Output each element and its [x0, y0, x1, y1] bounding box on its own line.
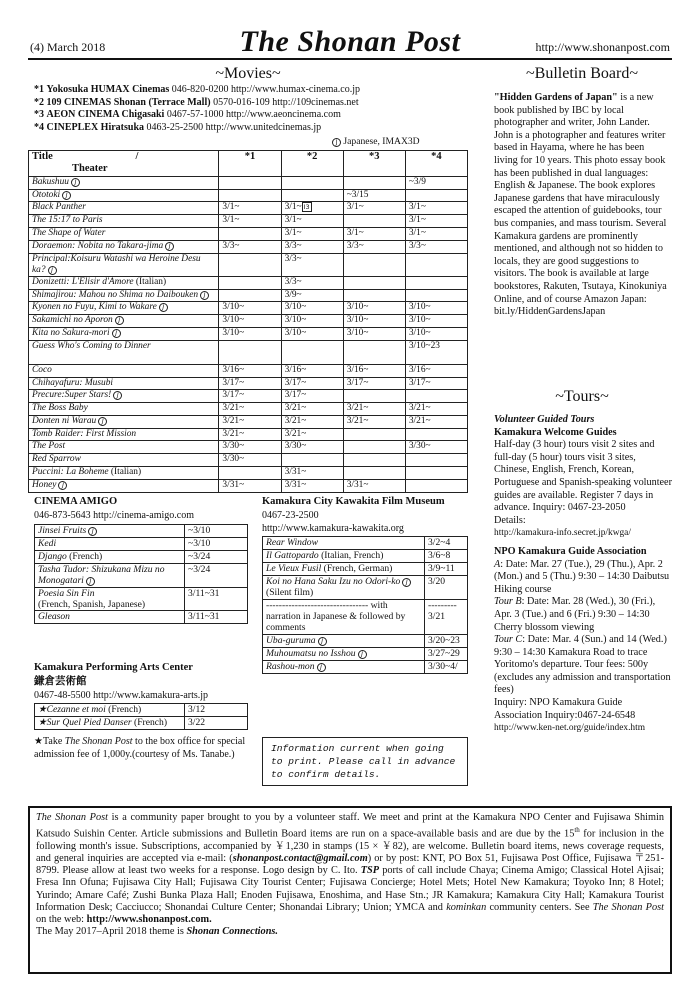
showing-date: 3/10~	[343, 315, 405, 328]
movie-title: ★Sur Quel Pied Danser (French)	[35, 717, 185, 730]
showing-date: 3/1~	[343, 227, 405, 240]
col-theater-3: *3	[343, 151, 405, 177]
movies-section-title: ~Movies~	[215, 65, 281, 82]
movie-title: Bakushuu J	[29, 176, 219, 189]
showing-date: --------- 3/21	[425, 599, 468, 634]
tour2-b: Tour B: Date: Mar. 28 (Wed.), 30 (Fri.), Apr. 3 (Tue.) and 6 (Fri.) 9:30 – 14:30 Cherry blossom viewing	[494, 596, 656, 633]
showing-date	[219, 340, 281, 364]
bulletin-link[interactable]: bit.ly/HiddenGardensJapan	[494, 306, 606, 318]
showing-date: 3/30~4/	[425, 660, 468, 673]
showing-date: 3/1~	[219, 202, 281, 215]
showing-date	[405, 428, 467, 441]
japanese-marker-icon: J	[317, 663, 326, 672]
table-row	[29, 240, 468, 253]
table-row	[35, 525, 248, 538]
showing-date: 3/10~	[405, 315, 467, 328]
table-row	[29, 454, 468, 467]
bulletin-headline: "Hidden Gardens of Japan"	[494, 92, 618, 103]
table-row	[29, 403, 468, 416]
movie-title: Honey J	[29, 479, 219, 492]
table-row	[29, 415, 468, 428]
showing-date: 3/12	[185, 704, 248, 717]
movie-title: Uba-guruma J	[263, 634, 425, 647]
showing-date: 3/16~	[343, 364, 405, 377]
showing-date: 3/10~	[219, 327, 281, 340]
table-row	[263, 647, 468, 660]
contact-email[interactable]: shonanpost.contact@gmail.com	[232, 853, 368, 865]
movie-title: Jinsei Fruits J	[35, 525, 185, 538]
movie-title: -------------------------------- with narration in Japanese & followed by comments	[263, 599, 425, 634]
tour1-body: Half-day (3 hour) tours visit 2 sites and full-day (5 hour) tours visit 3 sites, Chinese, English, French, Korean, Portuguese and Spanish-speaking volunteer guides are available. Register 7 days in advance. Inquiry: 0467-23-2050	[494, 439, 672, 514]
showing-date: 3/21~	[343, 415, 405, 428]
legend	[330, 136, 420, 147]
table-row	[29, 253, 468, 276]
showing-date: ~3/10	[185, 538, 248, 551]
showing-date: ~3/24	[185, 564, 248, 588]
amigo-title: CINEMA AMIGO	[34, 496, 118, 507]
table-row	[263, 563, 468, 576]
showing-date: 3/10~	[281, 327, 343, 340]
table-row	[29, 276, 468, 289]
showing-date: 3/10~	[219, 315, 281, 328]
showing-date: 3/17~	[219, 377, 281, 390]
movie-title: Tomb Raider: First Mission	[29, 428, 219, 441]
tours-section-title: ~Tours~	[555, 388, 609, 405]
table-row	[29, 428, 468, 441]
table-row	[29, 289, 468, 302]
japanese-marker-icon: J	[200, 291, 209, 300]
showing-date: 3/1~	[405, 202, 467, 215]
japanese-marker-icon: J	[402, 578, 411, 587]
japanese-marker-icon: J	[358, 650, 367, 659]
table-row	[35, 551, 248, 564]
table-row	[35, 538, 248, 551]
showing-date: 3/1~	[343, 202, 405, 215]
showing-date: 3/3~	[343, 240, 405, 253]
movie-title: Guess Who's Coming to Dinner	[29, 340, 219, 364]
showing-date	[343, 390, 405, 403]
japanese-marker-icon: J	[62, 191, 71, 200]
amigo-contact: 046-873-5643 http://cinema-amigo.com	[34, 510, 194, 521]
col-theater-4: *4	[405, 151, 467, 177]
cinema-entry: *3 AEON CINEMA Chigasaki 0467-57-1000 http://www.aeoncinema.com	[34, 109, 341, 120]
showing-date	[343, 253, 405, 276]
showing-date: ~3/10	[185, 525, 248, 538]
showing-date: 3/21~	[219, 428, 281, 441]
movies-table	[28, 150, 468, 493]
amigo-table	[34, 524, 248, 624]
movie-title: Tasha Tudor: Shizukana Mizu no Monogatari J	[35, 564, 185, 588]
table-row	[29, 364, 468, 377]
table-row	[29, 215, 468, 228]
showing-date: 3/21~	[281, 428, 343, 441]
movie-title: The Shape of Water	[29, 227, 219, 240]
showing-date: 3/16~	[405, 364, 467, 377]
movie-title: Django (French)	[35, 551, 185, 564]
showing-date: 3/21~	[219, 415, 281, 428]
showing-date	[405, 253, 467, 276]
bulletin-section-title: ~Bulletin Board~	[526, 65, 638, 82]
table-row	[29, 377, 468, 390]
showing-date: 3/9~	[281, 289, 343, 302]
showing-date	[343, 428, 405, 441]
showing-date: 3/30~	[405, 441, 467, 454]
showing-date	[343, 215, 405, 228]
table-row	[29, 467, 468, 480]
kpac-table	[34, 703, 248, 730]
website-link[interactable]: http://www.shonanpost.com	[535, 40, 670, 54]
showing-date: 3/21~	[405, 403, 467, 416]
showing-date: 3/31~	[219, 479, 281, 492]
showing-date	[281, 176, 343, 189]
movie-title: Kita no Sakura-mori J	[29, 327, 219, 340]
table-row	[35, 587, 248, 611]
table-row	[29, 189, 468, 202]
showing-date	[405, 189, 467, 202]
movie-title: Poesia Sin Fin (French, Spanish, Japanese)	[35, 587, 185, 611]
showing-date: 3/10~	[405, 302, 467, 315]
showing-date: 3/17~	[281, 377, 343, 390]
kpac-title-jp: 鎌倉芸術館	[34, 675, 87, 687]
showing-date: 3/22	[185, 717, 248, 730]
movie-title: Shimajirou: Mahou no Shima no Daibouken J	[29, 289, 219, 302]
showing-date: 3/3~	[281, 276, 343, 289]
showing-date: 3/20~23	[425, 634, 468, 647]
showing-date: 3/17~	[405, 377, 467, 390]
showing-date: 3/1~	[281, 215, 343, 228]
showing-date: 3/1~	[281, 227, 343, 240]
showing-date: 3/1~ I3	[281, 202, 343, 215]
showing-date: ~3/15	[343, 189, 405, 202]
showing-date	[343, 289, 405, 302]
movie-title: Kedi	[35, 538, 185, 551]
table-row	[29, 176, 468, 189]
showing-date: 3/6~8	[425, 550, 468, 563]
japanese-marker-icon: J	[86, 577, 95, 586]
showing-date: ~3/9	[405, 176, 467, 189]
col-theater-2: *2	[281, 151, 343, 177]
movie-title: ★Cezanne et moi (French)	[35, 704, 185, 717]
showing-date: 3/9~11	[425, 563, 468, 576]
showing-date	[343, 441, 405, 454]
table-row	[263, 660, 468, 673]
movie-title: Koi no Hana Saku Izu no Odori-ko J (Silent film)	[263, 576, 425, 600]
japanese-marker-icon: J	[71, 178, 80, 187]
table-row	[35, 704, 248, 717]
showing-date: 3/16~	[281, 364, 343, 377]
table-row	[35, 611, 248, 624]
japanese-marker-icon: J	[113, 391, 122, 400]
showing-date: 3/1~	[219, 215, 281, 228]
showing-date: 3/21~	[281, 403, 343, 416]
japanese-marker-icon: J	[318, 637, 327, 646]
movie-title: Red Sparrow	[29, 454, 219, 467]
japanese-marker-icon: J	[88, 527, 97, 536]
showing-date: 3/21~	[281, 415, 343, 428]
showing-date: 3/10~	[343, 302, 405, 315]
cinema-entry: *1 Yokosuka HUMAX Cinemas 046-820-0200 http://www.humax-cinema.co.jp	[34, 84, 360, 95]
table-row	[263, 550, 468, 563]
footer-web-link[interactable]: http://www.shonanpost.com.	[86, 914, 212, 926]
showing-date: 3/10~	[405, 327, 467, 340]
bulletin-body: is a new book published by IBC by local photographer and writer, John Lander. John is a photographer and features writer based in Hayama, where he has been living for 10 years. This photo essay book has been published in dual languages: English & Japanese. The book explores Japanese gardens that have miraculously escaped the attention of guidebooks, tour bus companies, and mass tourism. Several Kamakura gardens are prominently mentioned, and although not so hidden to locals, they are good suggestions to visitors. The book is available at large bookstores, Rakuten, Tsutaya, Kinokuniya Online, and of course Amazon Japan:	[494, 92, 667, 305]
tour1-subheading: Kamakura Welcome Guides	[494, 426, 617, 438]
showing-date	[219, 176, 281, 189]
cinema-entry: *4 CINEPLEX Hiratsuka 0463-25-2500 http://www.unitedcinemas.jp	[34, 121, 322, 133]
movie-title: Principal:Koisuru Watashi wa Heroine Desu ka? J	[29, 253, 219, 276]
showing-date	[405, 479, 467, 492]
showing-date: 3/10~	[343, 327, 405, 340]
kawakita-phone: 0467-23-2500	[262, 510, 319, 521]
kpac-title: Kamakura Performing Arts Center	[34, 662, 193, 673]
table-row	[263, 599, 468, 634]
showing-date: 3/17~	[281, 390, 343, 403]
movies-table-header	[29, 151, 468, 177]
showing-date	[405, 454, 467, 467]
showing-date: 3/2~4	[425, 537, 468, 550]
kpac-note: ★Take The Shonan Post to the box office for special admission fee of 1,000y.(courtesy of Ms. Tanabe.)	[34, 736, 246, 760]
tour1-url[interactable]: http://kamakura-info.secret.jp/kwga/	[494, 528, 631, 539]
showing-date: 3/3~	[405, 240, 467, 253]
kawakita-table	[262, 536, 468, 674]
movie-title: Chihayafuru: Musubi	[29, 377, 219, 390]
showing-date: 3/17~	[219, 390, 281, 403]
issue-date: (4) March 2018	[30, 40, 106, 54]
movie-title: Coco	[29, 364, 219, 377]
movie-title: Gleason	[35, 611, 185, 624]
bulletin-article	[494, 92, 670, 319]
movie-title: Rashou-mon J	[263, 660, 425, 673]
table-row	[263, 576, 468, 600]
movie-title: Donten ni Warau J	[29, 415, 219, 428]
showing-date: 3/27~29	[425, 647, 468, 660]
movie-title: Le Vieux Fusil (French, German)	[263, 563, 425, 576]
table-row	[29, 315, 468, 328]
showing-date: 3/11~31	[185, 587, 248, 611]
movie-title: Rear Window	[263, 537, 425, 550]
japanese-marker-icon: J	[332, 138, 341, 147]
showing-date: 3/21~	[405, 415, 467, 428]
table-row	[29, 340, 468, 364]
kawakita-url[interactable]: http://www.kamakura-kawakita.org	[262, 523, 404, 534]
col-title: Title / Theater	[29, 151, 219, 177]
showing-date	[343, 454, 405, 467]
showing-date	[405, 276, 467, 289]
movie-title: Il Gattopardo (Italian, French)	[263, 550, 425, 563]
showing-date: ~3/24	[185, 551, 248, 564]
showing-date: 3/31~	[281, 479, 343, 492]
kawakita-title: Kamakura City Kawakita Film Museum	[262, 496, 445, 507]
table-row	[29, 441, 468, 454]
showing-date	[281, 340, 343, 364]
movie-title: Muhoumatsu no Isshou J	[263, 647, 425, 660]
movie-title: Kyonen no Fuyu, Kimi to Wakare J	[29, 302, 219, 315]
showing-date	[219, 289, 281, 302]
showing-date: 3/1~	[405, 227, 467, 240]
showing-date	[219, 276, 281, 289]
showing-date: 3/3~	[219, 240, 281, 253]
japanese-marker-icon: J	[115, 316, 124, 325]
col-theater-1: *1	[219, 151, 281, 177]
table-row	[29, 390, 468, 403]
showing-date: 3/20	[425, 576, 468, 600]
showing-date: 3/11~31	[185, 611, 248, 624]
japanese-marker-icon: J	[165, 242, 174, 251]
tour1-heading: Volunteer Guided Tours	[494, 414, 595, 425]
showing-date: 3/3~	[281, 253, 343, 276]
table-row	[29, 302, 468, 315]
kpac-contact: 0467-48-5500 http://www.kamakura-arts.jp	[34, 690, 209, 701]
movie-title: Donizetti: L'Elisir d'Amore (Italian)	[29, 276, 219, 289]
showing-date	[281, 454, 343, 467]
movie-title: Black Panther	[29, 202, 219, 215]
table-row	[35, 564, 248, 588]
showing-date	[343, 176, 405, 189]
showing-date	[281, 189, 343, 202]
newspaper-title: The Shonan Post	[239, 25, 461, 58]
japanese-marker-icon: J	[48, 266, 57, 275]
table-row	[35, 717, 248, 730]
imax3d-icon: I3	[303, 203, 310, 212]
showing-date: 3/30~	[281, 441, 343, 454]
showing-date	[219, 189, 281, 202]
showing-date: 3/1~	[405, 215, 467, 228]
movie-title: Puccini: La Boheme (Italian)	[29, 467, 219, 480]
showing-date: 3/3~	[281, 240, 343, 253]
showing-date	[405, 289, 467, 302]
showing-date	[219, 253, 281, 276]
showing-date	[405, 390, 467, 403]
showing-date: 3/31~	[343, 479, 405, 492]
tour2-a: A: Date: Mar. 27 (Tue.), 29 (Thu.), Apr. 2 (Mon.) and 5 (Thu.) 9:30 – 14:30 Daibutsu Hiking course	[494, 558, 670, 595]
showing-date: 3/10~23	[405, 340, 467, 364]
showing-date	[343, 340, 405, 364]
movie-title: Sakamichi no Aporon J	[29, 315, 219, 328]
japanese-marker-icon: J	[112, 329, 121, 338]
showing-date: 3/17~	[343, 377, 405, 390]
japanese-marker-icon: J	[58, 481, 67, 490]
movie-title: The Post	[29, 441, 219, 454]
table-row	[29, 202, 468, 215]
cinema-list	[34, 84, 474, 134]
movie-title: The Boss Baby	[29, 403, 219, 416]
japanese-marker-icon: J	[98, 417, 107, 426]
tour2-c: Tour C: Date: Mar. 4 (Sun.) and 14 (Wed.) 9:30 – 14:30 Kamakura Road to trace Yoritomo's departure. Tour fees: 500y (excludes any admission and transportation fees)	[494, 634, 671, 696]
movie-title: Doraemon: Nobita no Takara-jima J	[29, 240, 219, 253]
showing-date	[343, 276, 405, 289]
showing-date: 3/10~	[281, 302, 343, 315]
legend-text: Japanese, IMAX3D	[343, 136, 420, 147]
showing-date: 3/30~	[219, 454, 281, 467]
japanese-marker-icon: J	[159, 303, 168, 312]
showing-date: 3/21~	[343, 403, 405, 416]
showing-date	[219, 467, 281, 480]
footer-info-box: The Shonan Post is a community paper brought to you by a volunteer staff. We meet and print at the Kamakura NPO Center and Fujisawa Shimin Katsudo Suishin Center. Article submissions and Bulletin Board items are run on a space-available basis and are due by the 15th for inclusion in the following month's issue. Subscriptions, accompanied by ￥1,230 in stamps (15 × ￥82), are welcome. Bulletin board items, news coverage requests, and general inquiries are accepted via e-mail: (shonanpost.contact@gmail.com) or by post: KNT, PO Box 51, Fujisawa Post Office, Fujisawa 〒251-8799. Please allow at least two weeks for a response. Logo design by C. Ito. TSP ports of call include Chaya; Cinema Amigo; Classical Hotel Ajisai; Fresa Inn Ofuna; Fujisawa City Hall; Fujisawa City Tourist Center; Fujisawa Concierge; Hotel Mets; Hotel New Kamakura; Toyoko Inn; 8 Hotel; Yurindo; Amare Café; Zushi Bunka Plaza Hall; Enoden Fujisawa, Enoshima, and Hase Stn.; JR Kamakura; Kamakura City Hall; Kamakura Tourist Information Desk; Cacciucco; Shonandai Culture Center; Shonandai Library; Union; YMCA and kominkan community centers. See The Shonan Post on the web: http://www.shonanpost.com. The May 2017–April 2018 theme is Shonan Connections.	[28, 806, 672, 974]
table-row	[29, 327, 468, 340]
info-note-box: Information current when going to print. Please call in advance to confirm details.	[262, 737, 468, 786]
table-row	[263, 634, 468, 647]
table-row	[29, 479, 468, 492]
showing-date	[219, 227, 281, 240]
showing-date: 3/10~	[281, 315, 343, 328]
tour2-url[interactable]: http://www.ken-net.org/guide/index.htm	[494, 723, 646, 734]
movie-title: Precure:Super Stars! J	[29, 390, 219, 403]
cinema-entry: *2 109 CINEMAS Shonan (Terrace Mall) 0570-016-109 http://109cinemas.net	[34, 96, 359, 108]
table-row	[29, 227, 468, 240]
showing-date	[405, 467, 467, 480]
tours-content	[494, 414, 672, 735]
showing-date	[343, 467, 405, 480]
showing-date: 3/10~	[219, 302, 281, 315]
tour2-heading: NPO Kamakura Guide Association	[494, 545, 647, 557]
showing-date: 3/30~	[219, 441, 281, 454]
movie-title: Ototoki J	[29, 189, 219, 202]
tour2-inquiry: Inquiry: NPO Kamakura Guide Association Inquiry:0467-24-6548	[494, 697, 636, 721]
movie-title: The 15:17 to Paris	[29, 215, 219, 228]
showing-date: 3/21~	[219, 403, 281, 416]
showing-date: 3/31~	[281, 467, 343, 480]
masthead-rule	[28, 58, 672, 60]
showing-date: 3/16~	[219, 364, 281, 377]
tour1-details-label: Details:	[494, 514, 526, 526]
table-row	[263, 537, 468, 550]
